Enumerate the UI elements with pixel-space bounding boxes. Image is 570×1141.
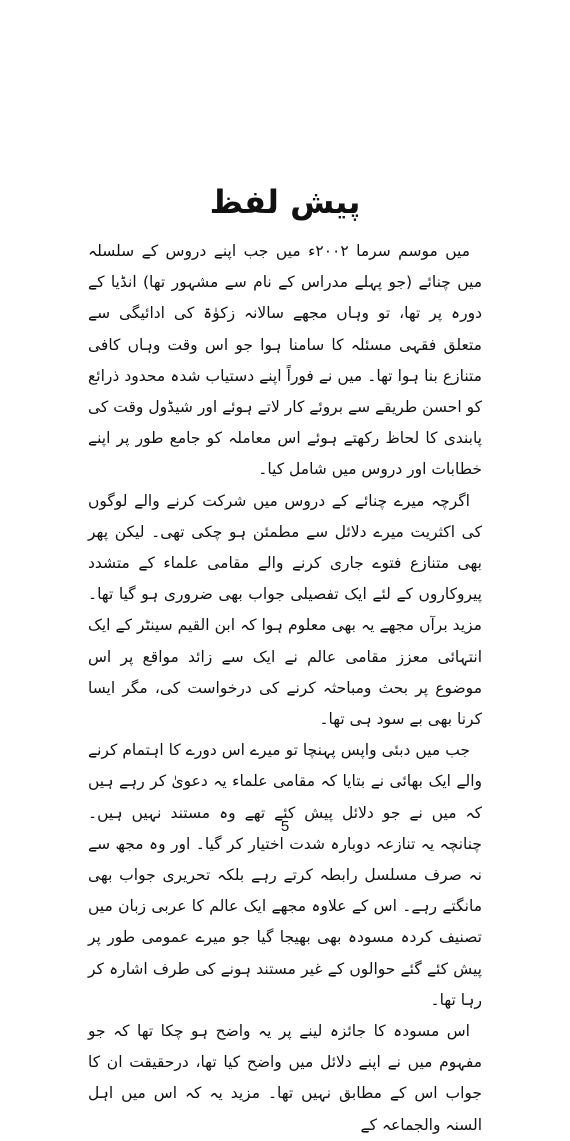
body-text — [88, 236, 482, 1141]
paragraph: جب میں دبئی واپس پہنچا تو میرے اس دورے کا اہتمام کرنے والے ایک بھائی نے بتایا کہ مقامی علماء یہ دعویٰ کر رہے ہیں کہ میں نے جو دلائل پیش کئے تھے وہ مستند نہیں ہیں۔ چنانچہ یہ تنازعہ دوبارہ شدت اختیار کر گیا۔ اور وہ مجھ سے نہ صرف مسلسل رابطہ کرتے رہے بلکہ تحریری جواب بھی مانگتے رہے۔ اس کے علاوہ مجھے ایک عالم کا عربی زبان میں تصنیف کردہ مسودہ بھی بھیجا گیا جو میرے عمومی طور پر پیش کئے گئے حوالوں کے غیر مستند ہونے کی طرف اشارہ کر رہا تھا۔ — [88, 741, 482, 1009]
paragraph: اس مسودہ کا جائزہ لینے پر یہ واضح ہو چکا تھا کہ جو مفہوم میں نے اپنے دلائل میں واضح کیا تھا، درحقیقت ان کا جواب اس کے مطابق نہیں تھا۔ مزید یہ کہ اس میں اہل السنہ والجماعہ کے — [88, 1022, 482, 1134]
paragraph: اگرچہ میرے چنائے کے دروس میں شرکت کرنے والے لوگوں کی اکثریت میرے دلائل سے مطمئن ہو چکی تھی۔ لیکن پھر بھی متنازع فتوے جاری کرنے والے مقامی علماء کے متشدد پیروکاروں کے لئے ایک تفصیلی جواب بھی ضروری ہو گیا تھا۔ مزید برآں مجھے یہ بھی معلوم ہوا کہ ابن القیم سینٹر کے ایک انتہائی معزز مقامی عالم نے ایک سے زائد مواقع پر اس موضوع پر بحث ومباحثہ کرنے کی درخواست کی، مگر ایسا کرنا بھی بے سود ہی تھا۔ — [88, 491, 482, 729]
page-number: 5 — [280, 818, 290, 835]
paragraph: میں موسم سرما ۲۰۰۲ء میں جب اپنے دروس کے سلسلہ میں چنائے (جو پہلے مدراس کے نام سے مشہور تھا) انڈیا کے دورہ پر تھا، تو وہاں مجھے سالانہ زکوٰۃ کی ادائیگی سے متعلق فقہی مسئلہ کا سامنا ہوا جو اس وقت وہاں کافی متنازع بنا ہوا تھا۔ میں نے فوراً اپنے دستیاب شدہ محدود ذرائع کو احسن طریقے سے بروئے کار لاتے ہوئے اور شیڈول وقت کی پابندی کا لحاظ رکھتے ہوئے اس معاملہ کو جامع طور پر اپنے خطابات اور دروس میں شامل کیا۔ — [88, 242, 482, 479]
page-title: پیش لفظ — [209, 183, 361, 221]
